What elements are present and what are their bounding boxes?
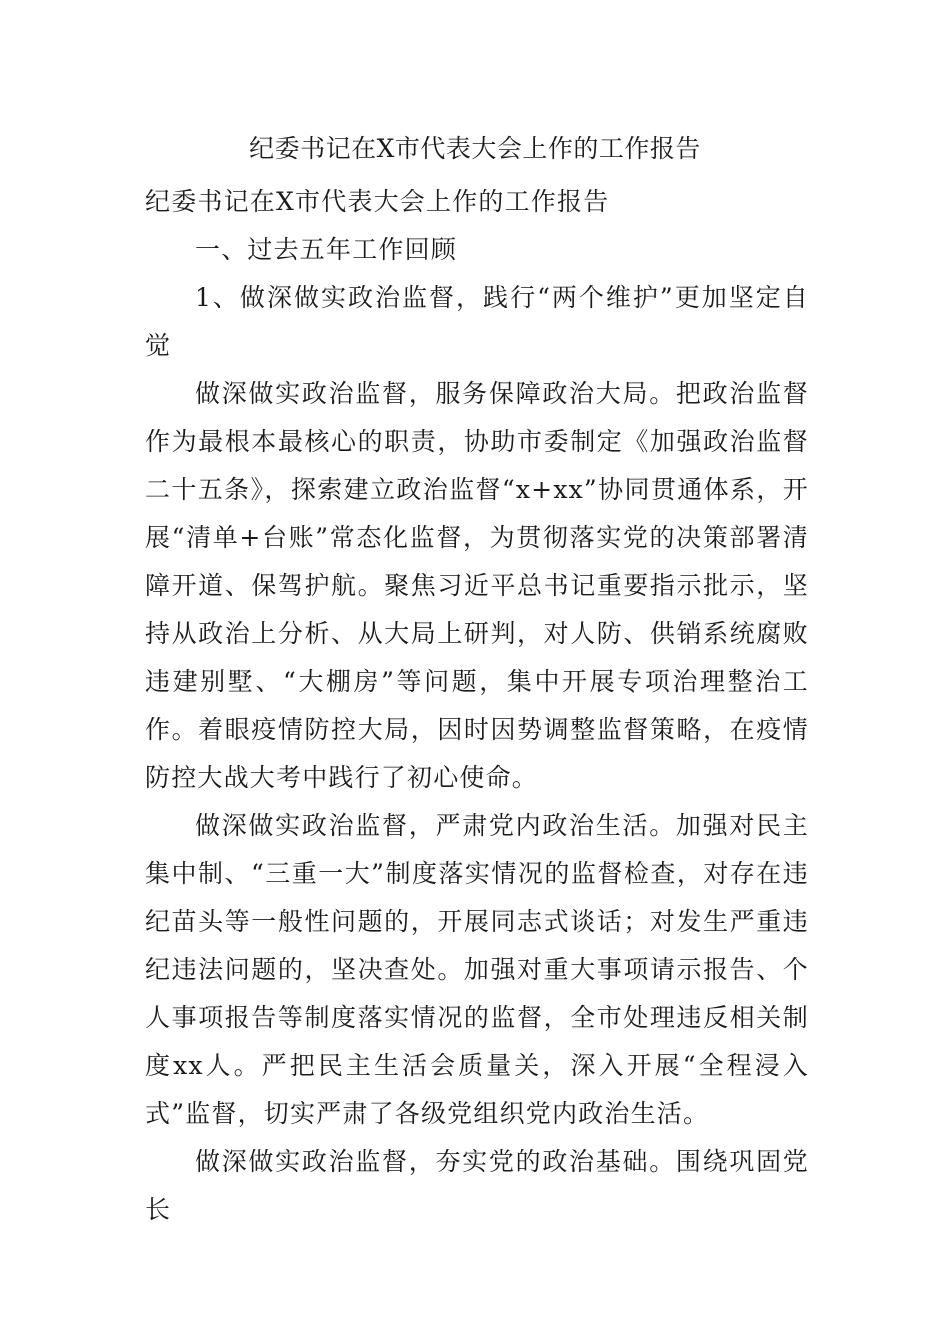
body-paragraph: 做深做实政治监督，夯实党的政治基础。围绕巩固党长 — [145, 1147, 809, 1224]
body-paragraph: 做深做实政治监督，严肃党内政治生活。加强对民主集中制、“三重一大”制度落实情况的监督检查，对存在违纪苗头等一般性问题的，开展同志式谈话；对发生严重违纪违法问题的，坚决查处。加强对重大事项请示报告、个人事项报告等制度落实情况的监督，全市处理违反相关制度xx人。严把民主生活会质量关，深入开展“全程浸入式”监督，切实严肃了各级党组织党内政治生活。 — [145, 811, 809, 1128]
item-heading: 1、做深做实政治监督，践行“两个维护”更加坚定自觉 — [145, 283, 809, 360]
page-title: 纪委书记在X市代表大会上作的工作报告 — [249, 134, 701, 163]
body-paragraph: 做深做实政治监督，服务保障政治大局。把政治监督作为最根本最核心的职责，协助市委制定《加强政治监督二十五条》，探索建立政治监督“x+xx”协同贯通体系，开展“清单+台账”常态化监督，为贯彻落实党的决策部署清障开道、保驾护航。聚焦习近平总书记重要指示批示，坚持从政治上分析、从大局上研判，对人防、供销系统腐败违建别墅、“大棚房”等问题，集中开展专项治理整治工作。着眼疫情防控大局，因时因势调整监督策略，在疫情防控大战大考中践行了初心使命。 — [145, 379, 809, 792]
section-heading: 一、过去五年工作回顾 — [195, 235, 458, 264]
document-body — [145, 178, 809, 1234]
document-subtitle: 纪委书记在X市代表大会上作的工作报告 — [145, 187, 610, 216]
